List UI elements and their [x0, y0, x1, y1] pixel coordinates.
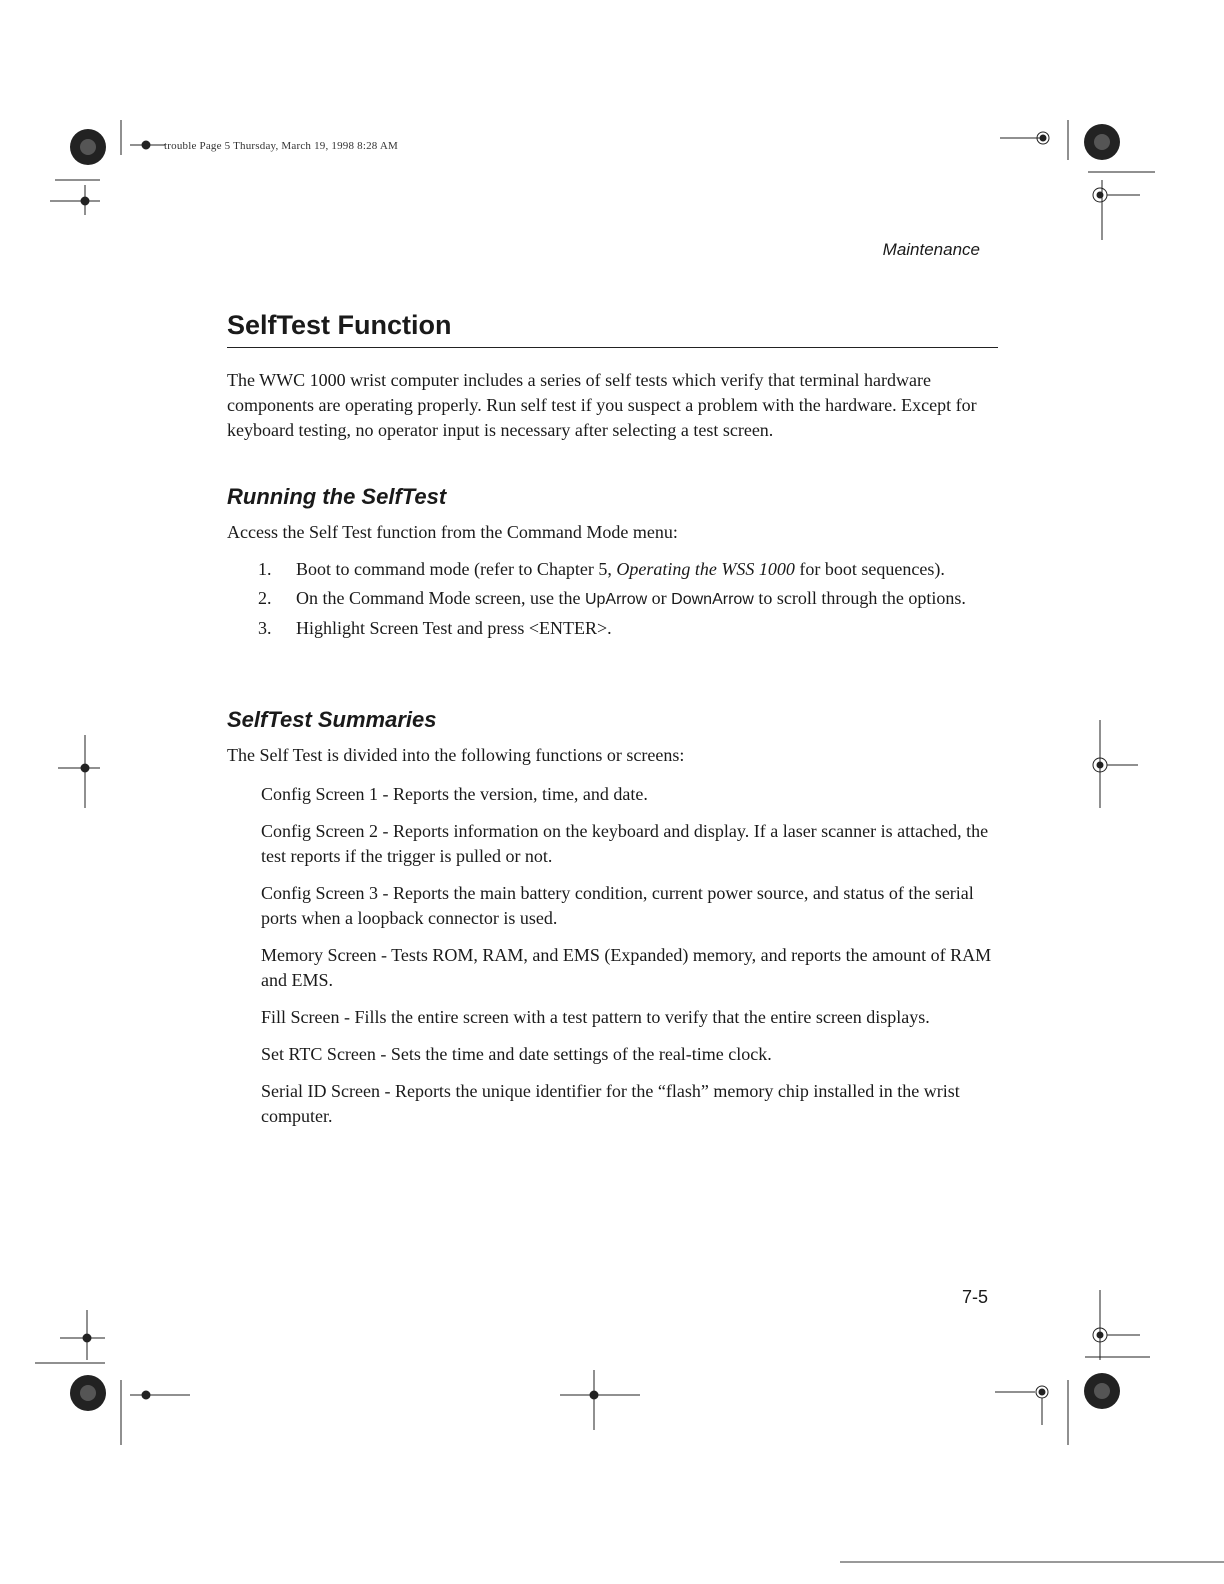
chapter-reference: Operating the WSS 1000 [616, 559, 795, 579]
page-number: 7-5 [962, 1287, 989, 1307]
summaries-list [261, 782, 1001, 1141]
list-item: 2. On the Command Mode screen, use the UpArrow or DownArrow to scroll through the options. [258, 588, 966, 608]
crosshair-mark-top-left [50, 120, 165, 215]
crosshair-mark-middle-right [1093, 720, 1138, 808]
key-name: UpArrow [584, 591, 648, 608]
list-item: Fill Screen - Fills the entire screen with a test pattern to verify that the entire screen displays. [261, 1007, 930, 1027]
list-item: 3. Highlight Screen Test and press <ENTER>. [258, 618, 612, 638]
list-item: Config Screen 3 - Reports the main battery condition, current power source, and status of the serial ports when a loopback connector is used. [261, 883, 974, 928]
summaries-lead: The Self Test is divided into the following functions or screens: [227, 745, 685, 765]
list-item: Serial ID Screen - Reports the unique identifier for the “flash” memory chip installed in the wrist computer. [261, 1081, 960, 1126]
crosshair-mark-bottom-left [35, 1310, 190, 1445]
page-title: SelfTest Function [227, 310, 452, 340]
section-label: Maintenance [882, 240, 980, 259]
print-slug: trouble Page 5 Thursday, March 19, 1998 8:28 AM [164, 140, 398, 152]
title-rule [227, 347, 998, 348]
crosshair-mark-top-right [1000, 120, 1155, 240]
key-name: DownArrow [671, 591, 754, 608]
steps-list [258, 557, 998, 645]
running-lead: Access the Self Test function from the Command Mode menu: [227, 522, 678, 542]
list-item: Config Screen 2 - Reports information on the keyboard and display. If a laser scanner is attached, the test reports if the trigger is pulled or not. [261, 821, 989, 866]
sunburst-mark-top-right [1084, 124, 1120, 160]
key-name: <ENTER> [528, 618, 608, 638]
crosshair-mark-middle-left [58, 735, 100, 808]
list-item: Memory Screen - Tests ROM, RAM, and EMS (Expanded) memory, and reports the amount of RAM and EMS. [261, 945, 992, 990]
sunburst-mark-bottom-left [70, 1375, 106, 1411]
sunburst-mark-bottom-right [1084, 1373, 1120, 1409]
sunburst-mark-top-left [70, 129, 106, 165]
list-item: 1. Boot to command mode (refer to Chapter 5, Operating the WSS 1000 for boot sequences). [258, 559, 945, 579]
crosshair-mark-bottom-right [995, 1290, 1150, 1445]
list-item: Set RTC Screen - Sets the time and date settings of the real-time clock. [261, 1044, 772, 1064]
list-item: Config Screen 1 - Reports the version, time, and date. [261, 784, 648, 804]
running-heading: Running the SelfTest [227, 484, 447, 509]
intro-paragraph: The WWC 1000 wrist computer includes a series of self tests which verify that terminal hardware components are operating properly. Run self test if you suspect a problem with the hardware. Except for keyboard testing, no operator input is necessary after selecting a test screen. [227, 370, 977, 440]
crosshair-mark-bottom-center [560, 1370, 640, 1430]
summaries-heading: SelfTest Summaries [227, 707, 437, 732]
